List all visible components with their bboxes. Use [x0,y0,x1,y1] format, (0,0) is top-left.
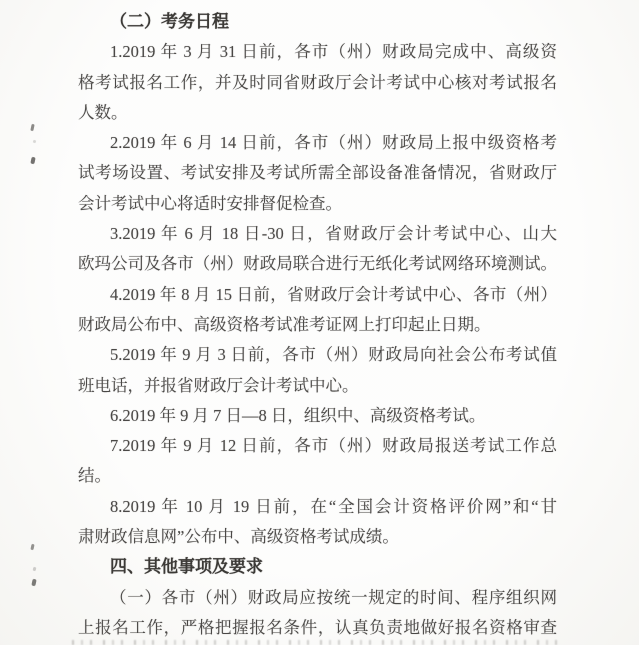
text-line: （一）各市（州）财政局应按统一规定的时间、程序组织网 [110,587,557,607]
scan-speck [33,567,37,572]
text-line: 2.2019 年 6 月 14 日前，各市（州）财政局上报中级资格考 [110,133,557,153]
cut-off-text-line-top [72,640,558,645]
section-heading: 四、其他事项及要求 [110,557,263,577]
text-line: 1.2019 年 3 月 31 日前，各市（州）财政局完成中、高级资 [110,42,557,62]
text-line: 试考场设置、考试安排及考试所需全部设备准备情况，省财政厅 [78,163,557,183]
text-line: 人数。 [78,102,128,122]
text-line: 6.2019 年 9 月 7 日—8 日，组织中、高级资格考试。 [110,405,486,425]
text-line: 班电话，并报省财政厅会计考试中心。 [78,375,359,395]
section-heading: （二）考务日程 [110,12,229,31]
scan-speck [30,544,34,550]
scan-speck [30,157,35,165]
text-line: 肃财政信息网”公布中、高级资格考试成绩。 [78,527,399,547]
document-text-block [78,7,557,643]
text-line: 7.2019 年 9 月 12 日前，各市（州）财政局报送考试工作总 [110,436,557,456]
scan-speck [31,579,36,587]
scan-speck [30,124,34,131]
text-line: 欧玛公司及各市（州）财政局联合进行无纸化考试网络环境测试。 [78,254,557,274]
text-line: 4.2019 年 8 月 15 日前，省财政厅会计考试中心、各市（州） [110,284,557,304]
text-line: 上报名工作，严格把握报名条件，认真负责地做好报名资格审查 [78,617,557,637]
text-line: 会计考试中心将适时安排督促检查。 [78,193,342,213]
text-line: 格考试报名工作，并及时同省财政厅会计考试中心核对考试报名 [78,72,557,92]
text-line: 结。 [78,466,111,486]
text-line: 5.2019 年 9 月 3 日前，各市（州）财政局向社会公布考试值 [110,345,557,365]
text-line: 财政局公布中、高级资格考试准考证网上打印起止日期。 [78,314,491,334]
text-line: 8.2019 年 10 月 19 日前，在“全国会计资格评价网”和“甘 [110,496,557,516]
text-line: 3.2019 年 6 月 18 日-30 日，省财政厅会计考试中心、山大 [110,224,557,244]
scan-speck [33,140,37,144]
